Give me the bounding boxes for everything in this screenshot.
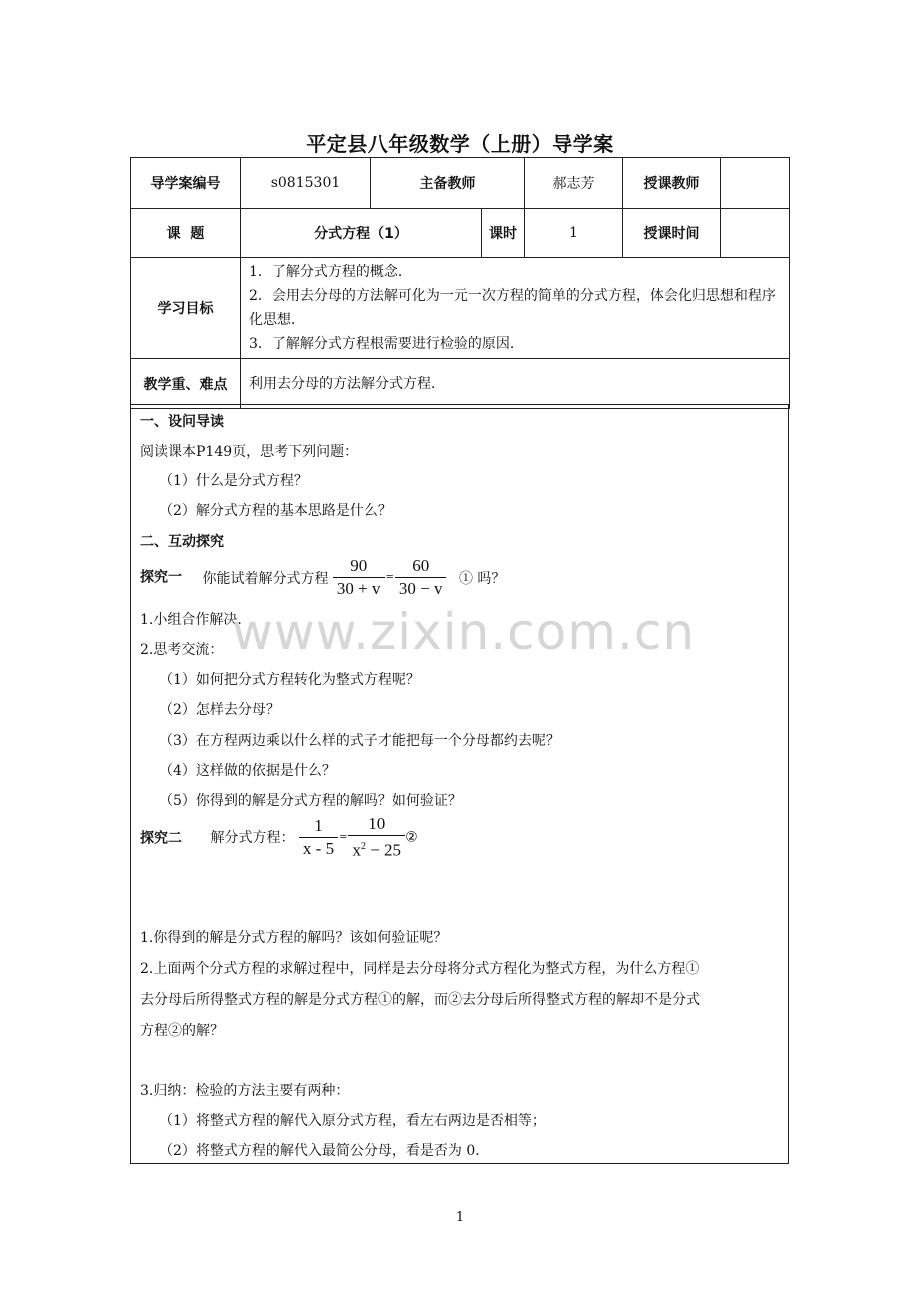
eq2-right-fraction: [348, 813, 405, 862]
code-label: 导学案编号: [131, 158, 241, 209]
think-q3: （3）在方程两边乘以什么样的式子才能把每一个分母都约去呢？: [159, 733, 560, 749]
time-value: [721, 209, 790, 258]
explore2-label: 探究二: [140, 830, 182, 847]
post-q2-line3: 方程②的解？: [140, 1023, 224, 1039]
method-1: （1）将整式方程的解代入原分式方程，看左右两边是否相等；: [159, 1113, 546, 1129]
explore1-tail: ① 吗？: [458, 570, 506, 587]
hours-label: 课时: [482, 209, 525, 258]
goal-item: 3．了解解分式方程根需要进行检验的原因．: [249, 336, 524, 352]
page-title: 平定县八年级数学（上册）导学案: [306, 132, 614, 156]
lecturer-label: 授课教师: [623, 158, 721, 209]
eq1-left-fraction: [333, 555, 385, 600]
explore2-tail: ②: [405, 829, 418, 846]
eq1-left-den: 30 + v: [336, 579, 381, 598]
eq2-left-num: 1: [299, 815, 338, 838]
section2-heading: 二、互动探究: [140, 534, 224, 550]
content-box: [130, 404, 789, 1164]
eq2-den-rest: − 25: [365, 840, 402, 860]
lecturer-value: [721, 158, 790, 209]
eq1-right-num: 60: [395, 555, 447, 578]
teacher-value: 郝志芳: [525, 158, 623, 209]
eq1-right-fraction: [395, 555, 447, 600]
eq2-right-den: [348, 836, 405, 862]
think-q4: （4）这样做的依据是什么？: [159, 763, 336, 779]
code-value: s0815301: [241, 158, 371, 209]
eq2-equals: =: [339, 831, 348, 843]
explore1-label: 探究一: [140, 569, 182, 586]
hours-value: 1: [525, 209, 623, 258]
teacher-label: 主备教师: [371, 158, 525, 209]
think-q1: （1）如何把分式方程转化为整式方程呢？: [159, 672, 420, 688]
think-q5: （5）你得到的解是分式方程的解吗？如何验证？: [159, 793, 462, 809]
method-2: （2）将整式方程的解代入最简公分母，看是否为 0.: [159, 1143, 480, 1159]
goals-list: [241, 258, 790, 359]
time-label: 授课时间: [623, 209, 721, 258]
post-q2-line2: 去分母后所得整式方程的解是分式方程①的解，而②去分母后所得整式方程的解却不是分式: [140, 992, 700, 1008]
eq2-left-den: x - 5: [302, 838, 335, 858]
eq2-right-num: 10: [348, 813, 405, 836]
step2: 2.思考交流：: [140, 642, 224, 658]
goal-item: 1．了解分式方程的概念．: [249, 264, 412, 280]
post-q2-line1: 2.上面两个分式方程的求解过程中，同样是去分母将分式方程化为整式方程，为什么方程①: [140, 961, 700, 977]
post-q1: 1.你得到的解是分式方程的解吗？该如何验证呢？: [140, 930, 448, 946]
step1: 1.小组合作解决.: [140, 612, 242, 628]
watermark: www.zixin.com.cn: [232, 603, 696, 661]
eq1-equals: =: [385, 572, 394, 583]
eq2-den-base: x: [352, 840, 361, 860]
eq2-den-exp: 2: [360, 841, 366, 852]
eq2-left-fraction: [299, 815, 338, 860]
page-number: 1: [455, 1210, 465, 1225]
eq1-right-den: 30 − v: [398, 579, 443, 598]
topic-label: 课 题: [131, 209, 241, 258]
focus-value: 利用去分母的方法解分式方程．: [241, 359, 790, 409]
goals-label: 学习目标: [131, 258, 241, 359]
goal-item: 2．会用去分母的方法解可化为一元一次方程的简单的分式方程，体会化归思想和程序化思想．: [249, 288, 776, 328]
eq1-left-num: 90: [333, 555, 385, 578]
focus-label: 教学重、难点: [131, 359, 241, 409]
info-table: [130, 157, 790, 409]
explore1-text: 你能试着解分式方程: [202, 570, 329, 587]
section1-heading: 一、设问导读: [140, 414, 224, 430]
think-q2: （2）怎样去分母？: [159, 702, 280, 718]
explore2-text: 解分式方程：: [210, 830, 295, 847]
summary-heading: 3.归纳：检验的方法主要有两种：: [140, 1083, 350, 1099]
explore1-line: [140, 555, 505, 600]
topic-value: 分式方程（1）: [241, 209, 482, 258]
section1-q1: （1）什么是分式方程？: [159, 473, 308, 489]
explore2-line: [140, 813, 418, 862]
section1-q2: （2）解分式方程的基本思路是什么？: [159, 503, 392, 519]
section1-intro: 阅读课本P149页，思考下列问题：: [140, 444, 359, 460]
